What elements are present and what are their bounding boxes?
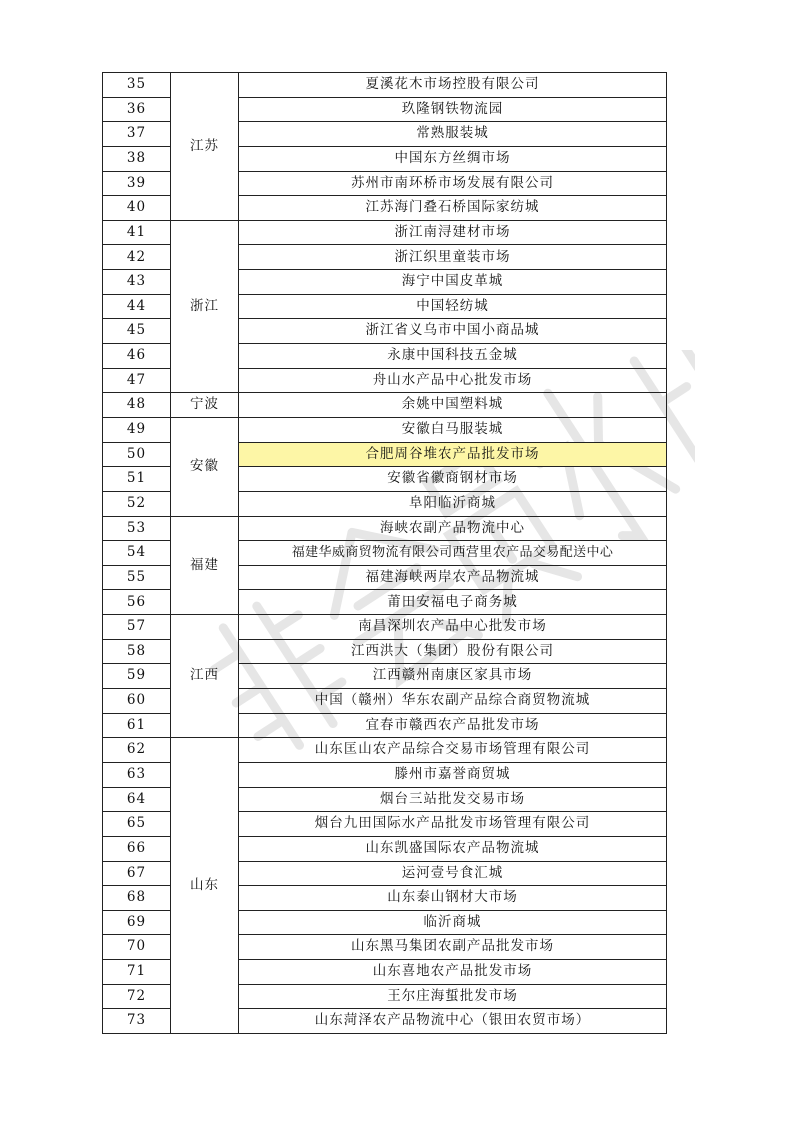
market-name: 福建海峡两岸农产品物流城	[239, 565, 667, 590]
market-name: 玖隆钢铁物流园	[239, 97, 667, 122]
row-number: 68	[103, 886, 171, 911]
market-name: 中国轻纺城	[239, 294, 667, 319]
row-number: 48	[103, 393, 171, 418]
row-number: 63	[103, 762, 171, 787]
market-name: 夏溪花木市场控股有限公司	[239, 73, 667, 98]
table-row	[103, 738, 667, 763]
row-number: 60	[103, 689, 171, 714]
table-row	[103, 73, 667, 98]
market-name: 海宁中国皮革城	[239, 270, 667, 295]
row-number: 59	[103, 664, 171, 689]
market-name: 烟台九田国际水产品批发市场管理有限公司	[239, 812, 667, 837]
row-number: 70	[103, 935, 171, 960]
province-cell: 福建	[171, 516, 239, 615]
province-cell: 安徽	[171, 417, 239, 516]
market-name: 福建华威商贸物流有限公司西营里农产品交易配送中心	[239, 541, 667, 566]
row-number: 61	[103, 713, 171, 738]
row-number: 64	[103, 787, 171, 812]
row-number: 42	[103, 245, 171, 270]
market-name: 阜阳临沂商城	[239, 491, 667, 516]
market-name: 浙江南浔建材市场	[239, 220, 667, 245]
row-number: 56	[103, 590, 171, 615]
market-name: 运河壹号食汇城	[239, 861, 667, 886]
row-number: 45	[103, 319, 171, 344]
row-number: 40	[103, 196, 171, 221]
market-name: 王尔庄海蜇批发市场	[239, 984, 667, 1009]
row-number: 53	[103, 516, 171, 541]
table-row	[103, 220, 667, 245]
market-name: 浙江省义乌市中国小商品城	[239, 319, 667, 344]
row-number: 52	[103, 491, 171, 516]
row-number: 44	[103, 294, 171, 319]
market-name: 山东喜地农产品批发市场	[239, 960, 667, 985]
row-number: 58	[103, 639, 171, 664]
market-name: 合肥周谷堆农产品批发市场	[239, 442, 667, 467]
market-table	[102, 72, 667, 1034]
row-number: 46	[103, 344, 171, 369]
market-name: 常熟服装城	[239, 122, 667, 147]
row-number: 72	[103, 984, 171, 1009]
row-number: 62	[103, 738, 171, 763]
row-number: 35	[103, 73, 171, 98]
market-name: 滕州市嘉誉商贸城	[239, 762, 667, 787]
row-number: 36	[103, 97, 171, 122]
market-name: 苏州市南环桥市场发展有限公司	[239, 171, 667, 196]
market-name: 永康中国科技五金城	[239, 344, 667, 369]
market-name: 山东泰山钢材大市场	[239, 886, 667, 911]
row-number: 73	[103, 1009, 171, 1034]
row-number: 57	[103, 615, 171, 640]
table-row	[103, 417, 667, 442]
table-body	[103, 73, 667, 1034]
market-name: 海峡农副产品物流中心	[239, 516, 667, 541]
market-name: 莆田安福电子商务城	[239, 590, 667, 615]
row-number: 50	[103, 442, 171, 467]
market-name: 山东凯盛国际农产品物流城	[239, 836, 667, 861]
market-name: 江苏海门叠石桥国际家纺城	[239, 196, 667, 221]
market-name: 烟台三站批发交易市场	[239, 787, 667, 812]
row-number: 67	[103, 861, 171, 886]
row-number: 55	[103, 565, 171, 590]
province-cell: 浙江	[171, 220, 239, 392]
market-name: 安徽白马服装城	[239, 417, 667, 442]
row-number: 71	[103, 960, 171, 985]
province-cell: 江西	[171, 615, 239, 738]
row-number: 41	[103, 220, 171, 245]
row-number: 43	[103, 270, 171, 295]
market-name: 江西洪大（集团）股份有限公司	[239, 639, 667, 664]
table-row	[103, 615, 667, 640]
market-name: 中国东方丝绸市场	[239, 146, 667, 171]
row-number: 49	[103, 417, 171, 442]
market-name: 江西赣州南康区家具市场	[239, 664, 667, 689]
row-number: 54	[103, 541, 171, 566]
row-number: 39	[103, 171, 171, 196]
market-name: 余姚中国塑料城	[239, 393, 667, 418]
row-number: 47	[103, 368, 171, 393]
row-number: 51	[103, 467, 171, 492]
table-row	[103, 516, 667, 541]
province-cell: 山东	[171, 738, 239, 1034]
market-name: 山东黑马集团农副产品批发市场	[239, 935, 667, 960]
row-number: 37	[103, 122, 171, 147]
row-number: 65	[103, 812, 171, 837]
market-name: 山东匡山农产品综合交易市场管理有限公司	[239, 738, 667, 763]
row-number: 38	[103, 146, 171, 171]
market-name: 浙江织里童装市场	[239, 245, 667, 270]
row-number: 69	[103, 910, 171, 935]
market-name: 中国（赣州）华东农副产品综合商贸物流城	[239, 689, 667, 714]
market-name: 舟山水产品中心批发市场	[239, 368, 667, 393]
table-row	[103, 393, 667, 418]
market-name: 临沂商城	[239, 910, 667, 935]
row-number: 66	[103, 836, 171, 861]
market-name: 宜春市赣西农产品批发市场	[239, 713, 667, 738]
province-cell: 宁波	[171, 393, 239, 418]
province-cell: 江苏	[171, 73, 239, 221]
market-name: 山东菏泽农产品物流中心（银田农贸市场）	[239, 1009, 667, 1034]
market-name: 安徽省徽商钢材市场	[239, 467, 667, 492]
market-name: 南昌深圳农产品中心批发市场	[239, 615, 667, 640]
